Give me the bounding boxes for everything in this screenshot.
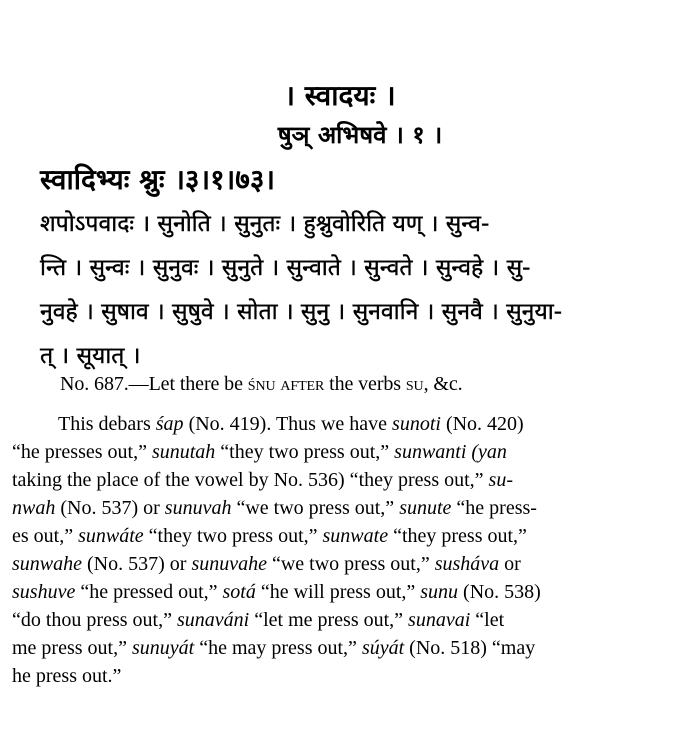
paragraph-line: es out,” sunwáte “they two press out,” sunwate “they press out,” — [12, 525, 527, 547]
paragraph-line: “do thou press out,” sunaváni “let me press out,” sunavai “let — [12, 609, 505, 631]
paragraph-line: “he presses out,” sunutah “they two press out,” sunwanti (yan — [12, 441, 507, 463]
paragraph-line: This debars śap (No. 419). Thus we have sunoti (No. 420) — [58, 413, 524, 435]
rule-term: su — [405, 373, 424, 395]
sanskrit-commentary-line: शपोऽपवादः । सुनोति । सुनुतः । हुश्नुवोरिति यण् । सुन्व- — [40, 211, 490, 237]
rule-number: No. 687. — [60, 373, 129, 395]
paragraph-line: me press out,” sunuyát “he may press out,” súyát (No. 518) “may — [12, 637, 536, 659]
root-heading: षुञ् अभिषवे । १ । — [277, 121, 443, 149]
sanskrit-commentary-line: त् । सूयात् । — [40, 343, 141, 369]
rule-translation: No. 687.—Let there be śnu after the verbs su, &c. — [60, 373, 463, 395]
sutra-line: स्वादिभ्यः श्नुः ।३।१।७३। — [40, 163, 276, 196]
paragraph-line: taking the place of the vowel by No. 536) “they press out,” su- — [12, 469, 513, 491]
paragraph-line: sunwahe (No. 537) or sunuvahe “we two press out,” susháva or — [12, 553, 521, 575]
paragraph-line: he press out.” — [12, 665, 122, 687]
section-heading: । स्वादयः । — [284, 79, 396, 112]
sanskrit-commentary-line: न्ति । सुन्वः । सुनुवः । सुनुते । सुन्वाते । सुन्वते । सुन्वहे । सु- — [40, 255, 531, 281]
paragraph-line: sushuve “he pressed out,” sotá “he will press out,” sunu (No. 538) — [12, 581, 541, 603]
sanskrit-commentary-line: नुवहे । सुषाव । सुषुवे । सोता । सुनु । सुनवानि । सुनवै । सुनुया- — [40, 299, 563, 325]
rule-term: śnu after — [247, 373, 325, 395]
paragraph-line: nwah (No. 537) or sunuvah “we two press out,” sunute “he press- — [12, 497, 537, 519]
